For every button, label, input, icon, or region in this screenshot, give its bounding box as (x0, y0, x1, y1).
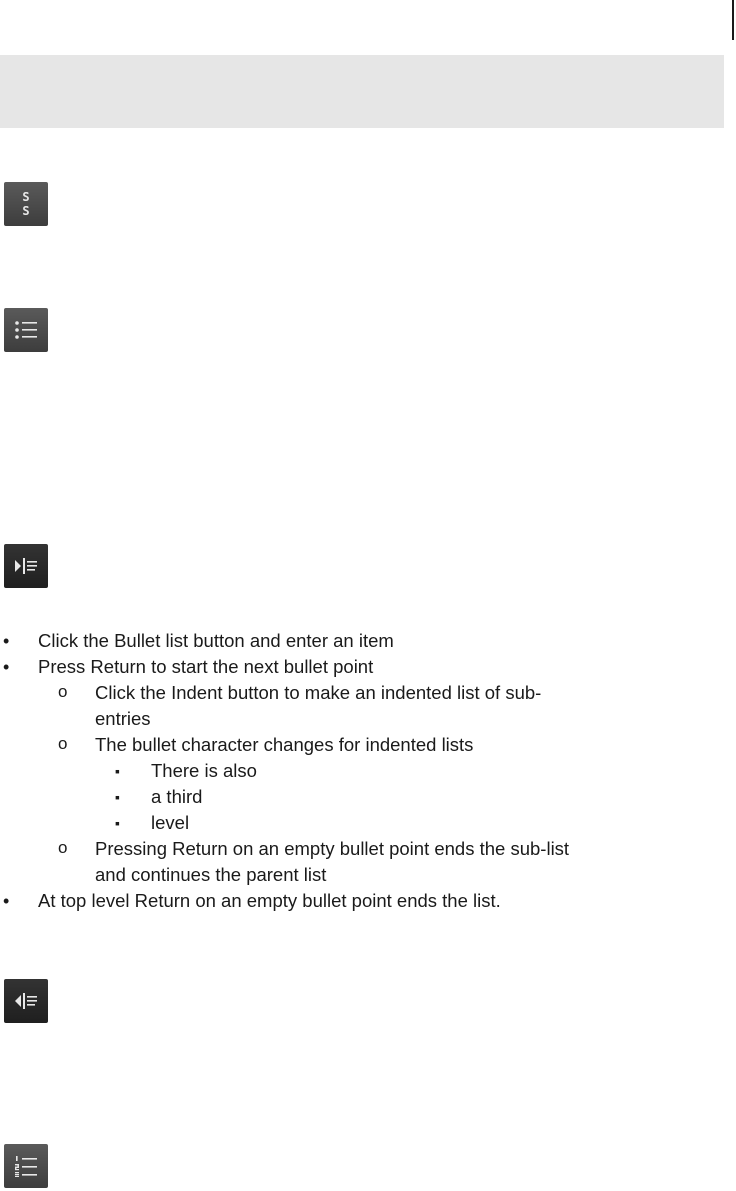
list-item-text: At top level Return on an empty bullet point ends the list. (38, 890, 501, 911)
strikethrough-icon[interactable] (4, 182, 48, 226)
strike-glyph-bottom: S (22, 204, 30, 218)
bullet-marker: • (3, 631, 10, 651)
page-edge-rule (732, 0, 734, 40)
list-item (0, 784, 736, 810)
list-item (0, 758, 736, 784)
outdent-icon[interactable] (4, 979, 48, 1023)
indent-icon[interactable] (4, 544, 48, 588)
list-item-text: Pressing Return on an empty bullet point ends the sub-list and continues the parent list (95, 838, 570, 885)
bullet-list (0, 628, 736, 914)
list-item (0, 654, 736, 680)
list-item (0, 888, 736, 914)
bullet-marker: • (3, 891, 10, 911)
list-item-text: Click the Bullet list button and enter an item (38, 630, 394, 651)
list-item-text: Click the Indent button to make an indented list of sub-entries (95, 682, 542, 729)
list-item-text: level (151, 812, 190, 833)
list-item-text: The bullet character changes for indented lists (95, 734, 474, 755)
numbered-list-icon[interactable] (4, 1144, 48, 1188)
list-item (0, 732, 575, 758)
bullet-marker: o (58, 838, 68, 857)
list-item (0, 836, 575, 888)
list-item (0, 680, 575, 732)
list-item (0, 628, 736, 654)
bullet-marker: • (3, 657, 10, 677)
grey-header-band (0, 55, 724, 128)
bullet-marker: ▪ (115, 815, 120, 831)
list-item (0, 810, 736, 836)
list-item-text: a third (151, 786, 203, 807)
bullet-marker: o (58, 734, 68, 753)
bullet-list-icon[interactable] (4, 308, 48, 352)
list-item-text: There is also (151, 760, 257, 781)
bullet-marker: o (58, 682, 68, 701)
list-item-text: Press Return to start the next bullet point (38, 656, 374, 677)
bullet-marker: ▪ (115, 789, 120, 805)
strike-glyph-top: S (22, 190, 30, 204)
bullet-marker: ▪ (115, 763, 120, 779)
